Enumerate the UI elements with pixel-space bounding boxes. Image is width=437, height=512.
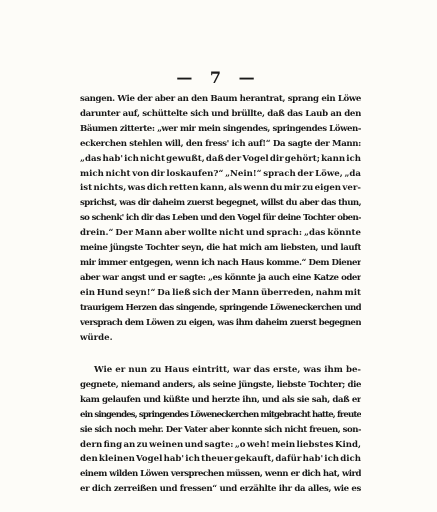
text-line: mir immer entgegen, wenn ich nach Haus komme.“ Dem Diener [80, 257, 361, 268]
text-line: gegnete, niemand anders, als seine jüngste, liebste Tochter; die [80, 379, 361, 390]
text-line: mich nicht von dir loskaufen?“ „Nein!“ sprach der Löwe, „da [80, 168, 361, 179]
text-line: drein.“ Der Mann aber wollte nicht und sprach: „das könnte [80, 228, 361, 239]
paragraph-1 [80, 92, 361, 345]
text-line: ein singendes, springendes Löweneckerchen mitgebracht hatte, freute [80, 409, 361, 420]
text-line: ist nichts, was dich retten kann, als wenn du mir zu eigen ver- [80, 183, 361, 194]
text-line: meine jüngste Tochter seyn, die hat mich am liebsten, und lauft [80, 243, 361, 254]
text-line: er dich zerreißen und fressen“ und erzählte ihr da alles, wie es [80, 484, 361, 495]
text-line: „das hab' ich nicht gewußt, daß der Vogel dir gehört; kann ich [80, 153, 361, 164]
text-line: würde. [80, 332, 113, 343]
text-line: Bäumen zitterte: „wer mir mein singendes, springendes Löwen- [80, 123, 361, 134]
text-line: so schenk' ich dir das Leben und den Vogel für deine Tochter oben- [80, 213, 361, 224]
text-line: kam gelaufen und küßte und herzte ihn, und als sie sah, daß er [80, 394, 361, 405]
text-line: sie sich noch mehr. Der Vater aber konnte sich nicht freuen, son- [80, 424, 361, 435]
text-line: traurigem Herzen das singende, springende Löweneckerchen und [80, 302, 361, 313]
text-line: aber war angst und er sagte: „es könnte ja auch eine Katze oder [80, 272, 361, 283]
text-line: eckerchen stehlen will, den fress' ich auf!“ Da sagte der Mann: [80, 138, 361, 149]
text-line: den kleinen Vogel hab' ich theuer gekauft, dafür hab' ich dich [80, 454, 361, 465]
text-line: ein Hund seyn!“ Da ließ sich der Mann überreden, nahm mit [80, 287, 361, 298]
paragraph-2 [80, 363, 361, 497]
page-number: — 7 — [176, 68, 261, 87]
text-line: einem wilden Löwen versprechen müssen, wenn er dich hat, wird [80, 469, 361, 480]
text-line: Wie er nun zu Haus eintritt, war das erste, was ihm be- [94, 365, 361, 375]
text-line: versprach dem Löwen zu eigen, was ihm daheim zuerst begegnen [80, 317, 361, 328]
text-line: sangen. Wie der aber an den Baum herantrat, sprang ein Löwe [80, 94, 361, 104]
text-line: darunter auf, schüttelte sich und brüllte, daß das Laub an den [80, 108, 361, 119]
text-line: dern fing an zu weinen und sagte: „o weh! mein liebstes Kind, [80, 439, 361, 450]
text-line: sprichst, was dir daheim zuerst begegnet, willst du aber das thun, [80, 198, 361, 209]
